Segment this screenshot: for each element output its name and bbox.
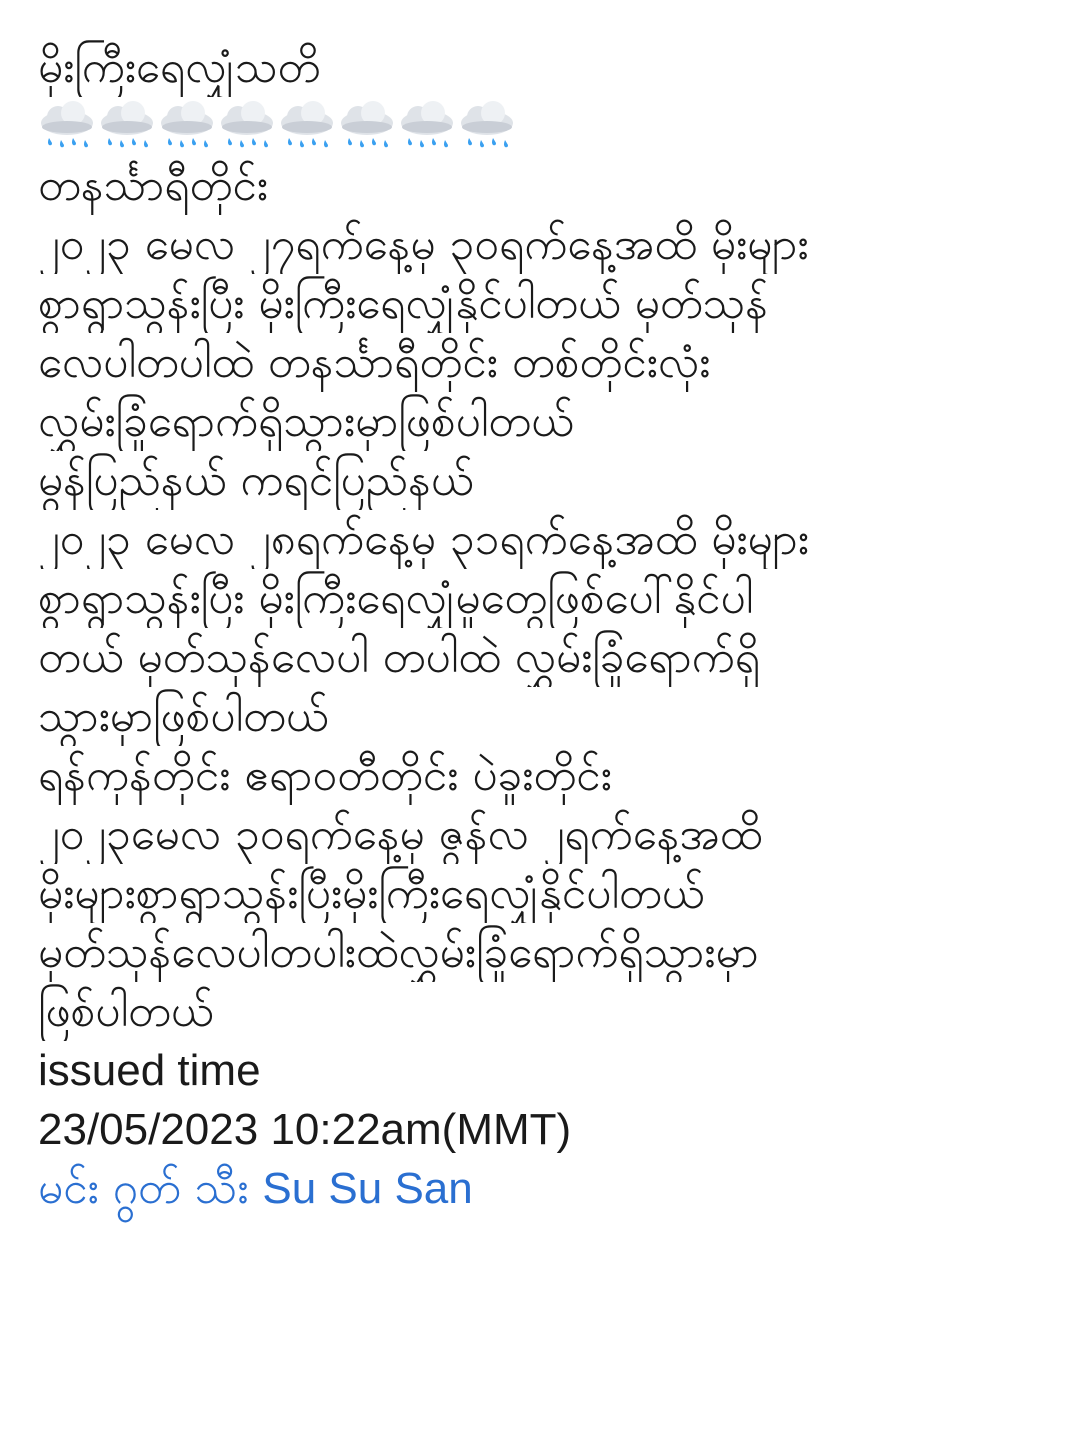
- rain-cloud-emoji-row: [38, 97, 1048, 156]
- post-title: မိုးကြီးရေလျှံသတိ: [38, 42, 321, 93]
- body-line: လွှမ်းခြုံရောက်ရှိသွားမှာဖြစ်ပါတယ်: [38, 396, 574, 447]
- body-line: စွာရွာသွန်းပြီး မိုးကြီးရေလျှံနိုင်ပါတယ် မုတ်သုန်: [38, 278, 768, 329]
- region-heading-tanintharyi: တနင်္သာရီတိုင်း: [38, 160, 268, 211]
- body-line: ၂၀၂၃မေလ ၃၀ရက်နေ့မှ ဇွန်လ ၂ရက်နေ့အထိ: [38, 809, 763, 860]
- body-line: မိုးများစွာရွာသွန်းပြီးမိုးကြီးရေလျှံနိုင်ပါတယ်: [38, 868, 705, 919]
- issued-datetime: 23/05/2023 10:22am(MMT): [38, 1105, 572, 1154]
- body-line: မုတ်သုန်လေပါတပါးထဲလွှမ်းခြုံရောက်ရှိသွားမှာ: [38, 927, 759, 978]
- cloud-with-rain-icon: [98, 101, 156, 153]
- mention-link-min-gut-thi[interactable]: မင်း ဂွတ် သီး: [38, 1163, 249, 1214]
- post-content: [38, 38, 1048, 1218]
- body-line: သွားမှာဖြစ်ပါတယ်: [38, 691, 329, 742]
- body-line: ၂၀၂၃ မေလ ၂၇ရက်နေ့မှ ၃၀ရက်နေ့အထိ မိုးများ: [38, 219, 809, 270]
- body-line: ဖြစ်ပါတယ်: [38, 986, 214, 1037]
- cloud-with-rain-icon: [278, 101, 336, 153]
- body-line: လေပါတပါထဲ တနင်္သာရီတိုင်း တစ်တိုင်းလုံး: [38, 337, 711, 388]
- cloud-with-rain-icon: [398, 101, 456, 153]
- cloud-with-rain-icon: [158, 101, 216, 153]
- body-line: တယ် မုတ်သုန်လေပါ တပါထဲ လွှမ်းခြုံရောက်ရှိ: [38, 632, 760, 683]
- mention-link-su-su-san[interactable]: Su Su San: [262, 1164, 473, 1213]
- region-heading-mon-kayin: မွန်ပြည်နယ် ကရင်ပြည်နယ်: [38, 455, 474, 506]
- body-line: စွာရွာသွန်းပြီး မိုးကြီးရေလျှံမှုတွေဖြစ်ပေါ်နိုင်ပါ: [38, 573, 754, 624]
- issued-time-label: issued time: [38, 1046, 261, 1095]
- cloud-with-rain-icon: [218, 101, 276, 153]
- cloud-with-rain-icon: [338, 101, 396, 153]
- body-line: ၂၀၂၃ မေလ ၂၈ရက်နေ့မှ ၃၁ရက်နေ့အထိ မိုးများ: [38, 514, 809, 565]
- cloud-with-rain-icon: [38, 101, 96, 153]
- cloud-with-rain-icon: [458, 101, 516, 153]
- region-heading-yangon-ayeyarwady-bago: ရန်ကုန်တိုင်း ဧရာဝတီတိုင်း ပဲခူးတိုင်း: [38, 750, 612, 801]
- mentions-row: [38, 1159, 1048, 1218]
